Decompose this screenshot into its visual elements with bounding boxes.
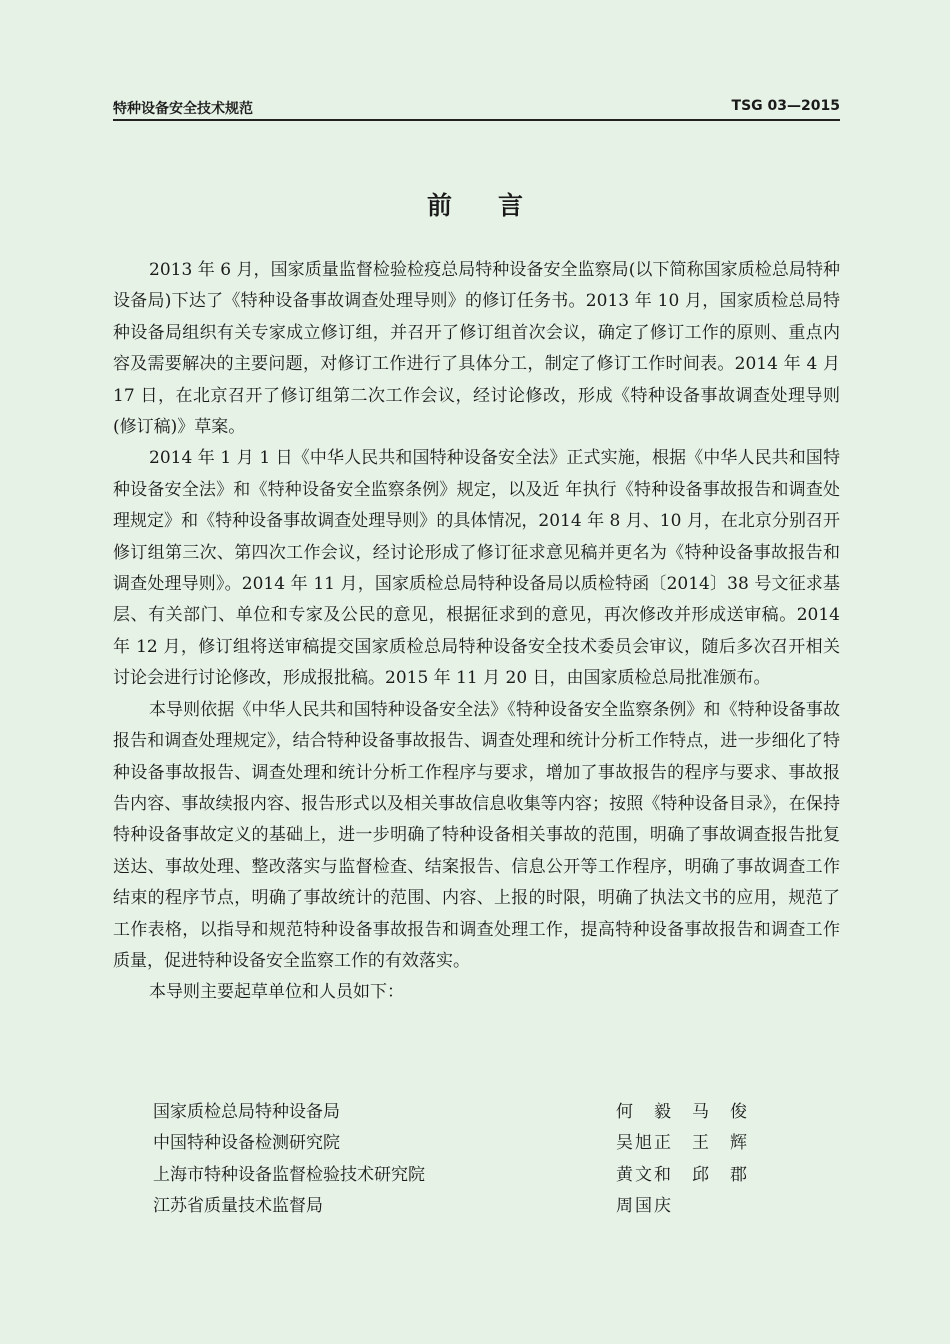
paragraph-law-implementation: 2014 年 1 月 1 日《中华人民共和国特种设备安全法》正式实施，根据《中华人民共和国特种设备安全法》和《特种设备安全监察条例》规定，以及近 年执行《特种设备事故报告和调查处理规定》和《特种设备事故调查处理导则》的具体情况，2014 年 8 月、10 月，在北京分别召开修订组第三次、第四次工作会议，经讨论形成了修订征求意见稿并更名为《特种设备事故报告和调查处理导则》。2014 年 11 月，国家质检总局特种设备局以质检特函〔2014〕38 号文征求基层、有关部门、单位和专家及公民的意见，根据征求到的意见，再次修改并形成送审稿。2014 年 12 月，修订组将送审稿提交国家质检总局特种设备安全技术委员会审议，随后多次召开相关讨论会进行讨论修改，形成报批稿。2015 年 11 月 20 日，由国家质检总局批准颁布。	[113, 448, 840, 689]
drafter-row	[153, 1191, 793, 1222]
drafter-row	[153, 1097, 793, 1128]
paragraph-guideline-basis: 本导则依据《中华人民共和国特种设备安全法》《特种设备安全监察条例》和《特种设备事故报告和调查处理规定》，结合特种设备事故报告、调查处理和统计分析工作特点，进一步细化了特种设备事故报告、调查处理和统计分析工作程序与要求，增加了事故报告的程序与要求、事故报告内容、事故续报内容、报告形式以及相关事故信息收集等内容；按照《特种设备目录》，在保持特种设备事故定义的基础上，进一步明确了特种设备相关事故的范围，明确了事故调查报告批复送达、事故处理、整改落实与监督检查、结案报告、信息公开等工作程序，明确了事故调查工作结束的程序节点，明确了事故统计的范围、内容、上报的时限，明确了执法文书的应用，规范了工作表格，以指导和规范特种设备事故报告和调查处理工作，提高特种设备事故报告和调查工作质量，促进特种设备安全监察工作的有效落实。	[113, 699, 840, 971]
page-title: 前言	[426, 191, 569, 220]
drafter-organization: 上海市特种设备监督检验技术研究院	[153, 1164, 425, 1185]
header-standard-code: TSG 03—2015	[731, 98, 840, 114]
paragraph-drafters-intro: 本导则主要起草单位和人员如下：	[149, 982, 404, 1003]
drafter-row	[153, 1160, 793, 1191]
drafter-organization: 江苏省质量技术监督局	[153, 1196, 323, 1217]
page-header	[113, 95, 840, 121]
header-spec-title: 特种设备安全技术规范	[113, 101, 253, 117]
drafters-list	[153, 1097, 793, 1223]
preface-body	[113, 255, 840, 1009]
drafter-row	[153, 1128, 793, 1159]
paragraph-revision-history: 2013 年 6 月，国家质量监督检验检疫总局特种设备安全监察局(以下简称国家质检总局特种设备局)下达了《特种设备事故调查处理导则》的修订任务书。2013 年 10 月，国家质检总局特种设备局组织有关专家成立修订组，并召开了修订组首次会议，确定了修订工作的原则、重点内容及需要解决的主要问题，对修订工作进行了具体分工，制定了修订工作时间表。2014 年 4 月 17 日，在北京召开了修订组第二次工作会议，经讨论修改，形成《特种设备事故调查处理导则(修订稿)》草案。	[113, 260, 840, 438]
drafter-organization: 中国特种设备检测研究院	[153, 1133, 340, 1154]
drafter-organization: 国家质检总局特种设备局	[153, 1102, 340, 1122]
drafter-people: 黄文和 邱 郡	[616, 1164, 749, 1185]
drafter-people: 吴旭正 王 辉	[616, 1133, 749, 1154]
drafter-people: 何 毅 马 俊	[616, 1102, 749, 1122]
drafter-people: 周国庆	[616, 1196, 673, 1217]
